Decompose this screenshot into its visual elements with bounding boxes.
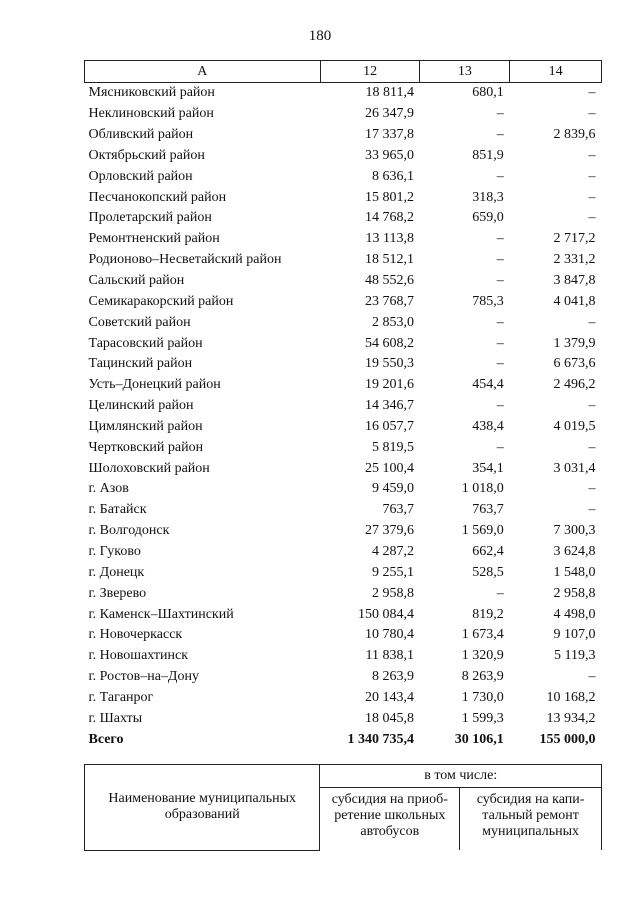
value-col-14: –: [588, 189, 596, 205]
value-col-13: 851,9: [472, 147, 504, 163]
value-col-12: 15 801,2: [364, 189, 414, 205]
table-row: [85, 229, 602, 250]
table-row: [85, 542, 602, 563]
value-col-14: 2 331,2: [553, 252, 596, 268]
row-name: г. Новошахтинск: [88, 648, 189, 664]
row-name: Тацинский район: [88, 356, 193, 372]
value-col-12: 20 143,4: [364, 689, 414, 705]
value-col-12: 48 552,6: [364, 273, 414, 289]
row-name: Мясниковский район: [88, 85, 215, 101]
value-col-14: 2 839,6: [553, 127, 596, 143]
row-name: г. Азов: [88, 481, 129, 497]
value-col-12: 17 337,8: [364, 127, 414, 143]
bus-subsidy-header: субсидия на приоб- ретение школьных автобусов: [320, 788, 460, 851]
table-row: [85, 104, 602, 125]
value-col-14: 7 300,3: [553, 523, 596, 539]
value-col-13: –: [496, 335, 504, 351]
row-name: Ремонтненский район: [88, 231, 220, 247]
value-col-12: 8 636,1: [371, 168, 414, 184]
table-row: [85, 687, 602, 708]
table-row: [85, 417, 602, 438]
value-col-13: 1 018,0: [461, 481, 504, 497]
value-col-14: 6 673,6: [553, 356, 596, 372]
value-col-14: 3 031,4: [553, 460, 596, 476]
row-name: Шолоховский район: [88, 460, 210, 476]
table-row: [85, 583, 602, 604]
value-col-14: 10 168,2: [546, 689, 596, 705]
row-name: Советский район: [88, 314, 191, 330]
table-row: [85, 250, 602, 271]
row-name: Неклиновский район: [88, 106, 214, 122]
table-row: [85, 646, 602, 667]
table-row: [85, 667, 602, 688]
value-col-13: –: [496, 231, 504, 247]
value-col-14: 9 107,0: [553, 627, 596, 643]
value-col-12: 26 347,9: [364, 106, 414, 122]
value-col-14: –: [588, 106, 596, 122]
table-row: [85, 187, 602, 208]
value-col-13: –: [496, 273, 504, 289]
row-name: Пролетарский район: [88, 210, 212, 226]
table-row: [85, 708, 602, 729]
value-col-14: 2 717,2: [553, 231, 596, 247]
table-header-row: [85, 61, 602, 83]
table-row: [85, 354, 602, 375]
value-col-13: –: [496, 106, 504, 122]
table-row: [85, 521, 602, 542]
row-name: Всего: [88, 731, 124, 747]
value-col-12: 54 608,2: [364, 335, 414, 351]
value-col-12: 2 958,8: [371, 585, 414, 601]
value-col-14: –: [588, 398, 596, 414]
row-name: Семикаракорский район: [88, 293, 234, 309]
value-col-14: –: [588, 439, 596, 455]
value-col-13: 1 673,4: [461, 627, 504, 643]
value-col-14: –: [588, 669, 596, 685]
header-col-12: 12: [320, 61, 420, 83]
value-col-13: 8 263,9: [461, 669, 504, 685]
value-col-13: 1 320,9: [461, 648, 504, 664]
value-col-12: 9 255,1: [371, 564, 414, 580]
repair-subsidy-header: субсидия на капи- тальный ремонт муниципальных: [460, 788, 602, 851]
including-header: в том числе:: [320, 765, 602, 788]
value-col-13: –: [496, 439, 504, 455]
value-col-13: –: [496, 585, 504, 601]
value-col-13: 819,2: [472, 606, 504, 622]
value-col-14: –: [588, 481, 596, 497]
row-name: Сальский район: [88, 273, 185, 289]
row-name: Песчанокопский район: [88, 189, 227, 205]
value-col-12: 23 768,7: [364, 293, 414, 309]
value-col-14: –: [588, 314, 596, 330]
table-row: [85, 83, 602, 104]
table-row: [85, 396, 602, 417]
value-col-14: 13 934,2: [546, 710, 596, 726]
value-col-12: 18 512,1: [364, 252, 414, 268]
value-col-13: 680,1: [472, 85, 504, 101]
value-col-14: 2 958,8: [553, 585, 596, 601]
value-col-13: –: [496, 252, 504, 268]
row-name: Чертковский район: [88, 439, 204, 455]
value-col-14: 1 379,9: [553, 335, 596, 351]
row-name: г. Зверево: [88, 585, 147, 601]
value-col-13: 438,4: [472, 418, 504, 434]
row-name: Родионово–Несветайский район: [88, 252, 282, 268]
table-row: [85, 125, 602, 146]
value-col-13: 1 599,3: [461, 710, 504, 726]
row-name: Обливский район: [88, 127, 194, 143]
table-row: [85, 312, 602, 333]
value-col-12: 25 100,4: [364, 460, 414, 476]
table-row: [85, 458, 602, 479]
value-col-13: –: [496, 127, 504, 143]
value-col-14: 3 624,8: [553, 543, 596, 559]
row-name: Тарасовский район: [88, 335, 203, 351]
row-name: г. Волгодонск: [88, 523, 170, 539]
row-name: г. Гуково: [88, 543, 141, 559]
next-table-header: [84, 764, 602, 851]
value-col-14: 3 847,8: [553, 273, 596, 289]
value-col-13: 318,3: [472, 189, 504, 205]
value-col-12: 16 057,7: [364, 418, 414, 434]
total-row: [85, 729, 602, 750]
value-col-14: –: [588, 502, 596, 518]
budget-table: [84, 60, 602, 750]
value-col-13: 785,3: [472, 293, 504, 309]
table-row: [85, 375, 602, 396]
header-col-14: 14: [510, 61, 602, 83]
value-col-13: –: [496, 398, 504, 414]
value-col-14: 4 498,0: [553, 606, 596, 622]
value-col-12: 1 340 735,4: [347, 731, 414, 747]
value-col-12: 19 550,3: [364, 356, 414, 372]
value-col-13: 354,1: [472, 460, 504, 476]
value-col-13: 30 106,1: [454, 731, 504, 747]
value-col-13: 659,0: [472, 210, 504, 226]
value-col-13: –: [496, 168, 504, 184]
row-name: Целинский район: [88, 398, 194, 414]
table-row: [85, 437, 602, 458]
row-name: г. Батайск: [88, 502, 147, 518]
table-row: [85, 562, 602, 583]
value-col-12: 5 819,5: [371, 439, 414, 455]
value-col-12: 2 853,0: [371, 314, 414, 330]
value-col-12: 18 811,4: [365, 85, 414, 101]
value-col-13: 454,4: [472, 377, 504, 393]
municipal-name-header: Наименование муниципальных образований: [85, 765, 320, 851]
value-col-12: 150 084,4: [357, 606, 414, 622]
row-name: Орловский район: [88, 168, 193, 184]
value-col-13: 1 730,0: [461, 689, 504, 705]
table-row: [85, 604, 602, 625]
value-col-12: 9 459,0: [371, 481, 414, 497]
table-row: [85, 625, 602, 646]
value-col-14: 1 548,0: [553, 564, 596, 580]
value-col-14: –: [588, 168, 596, 184]
value-col-13: –: [496, 356, 504, 372]
value-col-12: 763,7: [382, 502, 414, 518]
value-col-14: 2 496,2: [553, 377, 596, 393]
row-name: г. Каменск–Шахтинский: [88, 606, 234, 622]
table-row: [85, 479, 602, 500]
row-name: г. Шахты: [88, 710, 143, 726]
value-col-14: –: [588, 147, 596, 163]
value-col-13: 763,7: [472, 502, 504, 518]
page-number: 180: [308, 28, 332, 44]
value-col-14: 155 000,0: [539, 731, 596, 747]
table-row: [85, 146, 602, 167]
row-name: г. Новочеркасск: [88, 627, 183, 643]
table-row: [85, 271, 602, 292]
value-col-13: 1 569,0: [461, 523, 504, 539]
value-col-14: –: [588, 85, 596, 101]
row-name: Октябрьский район: [88, 147, 205, 163]
table-row: [85, 333, 602, 354]
row-name: г. Донецк: [88, 564, 145, 580]
value-col-13: –: [496, 314, 504, 330]
table-row: [85, 166, 602, 187]
row-name: г. Ростов–на–Дону: [88, 669, 199, 685]
row-name: Усть–Донецкий район: [88, 377, 221, 393]
value-col-13: 662,4: [472, 543, 504, 559]
table-row: [85, 208, 602, 229]
table-row: [85, 291, 602, 312]
header-col-13: 13: [420, 61, 510, 83]
row-name: г. Таганрог: [88, 689, 154, 705]
value-col-12: 4 287,2: [371, 543, 414, 559]
value-col-12: 11 838,1: [365, 648, 414, 664]
value-col-12: 8 263,9: [371, 669, 414, 685]
table-row: [85, 500, 602, 521]
value-col-13: 528,5: [472, 564, 504, 580]
value-col-12: 14 768,2: [364, 210, 414, 226]
row-name: Цимлянский район: [88, 418, 203, 434]
value-col-12: 14 346,7: [364, 398, 414, 414]
value-col-14: 4 019,5: [553, 418, 596, 434]
value-col-14: 4 041,8: [553, 293, 596, 309]
value-col-14: 5 119,3: [554, 648, 596, 664]
value-col-12: 18 045,8: [364, 710, 414, 726]
value-col-12: 10 780,4: [364, 627, 414, 643]
value-col-12: 13 113,8: [365, 231, 414, 247]
value-col-12: 27 379,6: [364, 523, 414, 539]
value-col-12: 33 965,0: [364, 147, 414, 163]
header-col-a: А: [85, 61, 321, 83]
value-col-14: –: [588, 210, 596, 226]
value-col-12: 19 201,6: [364, 377, 414, 393]
